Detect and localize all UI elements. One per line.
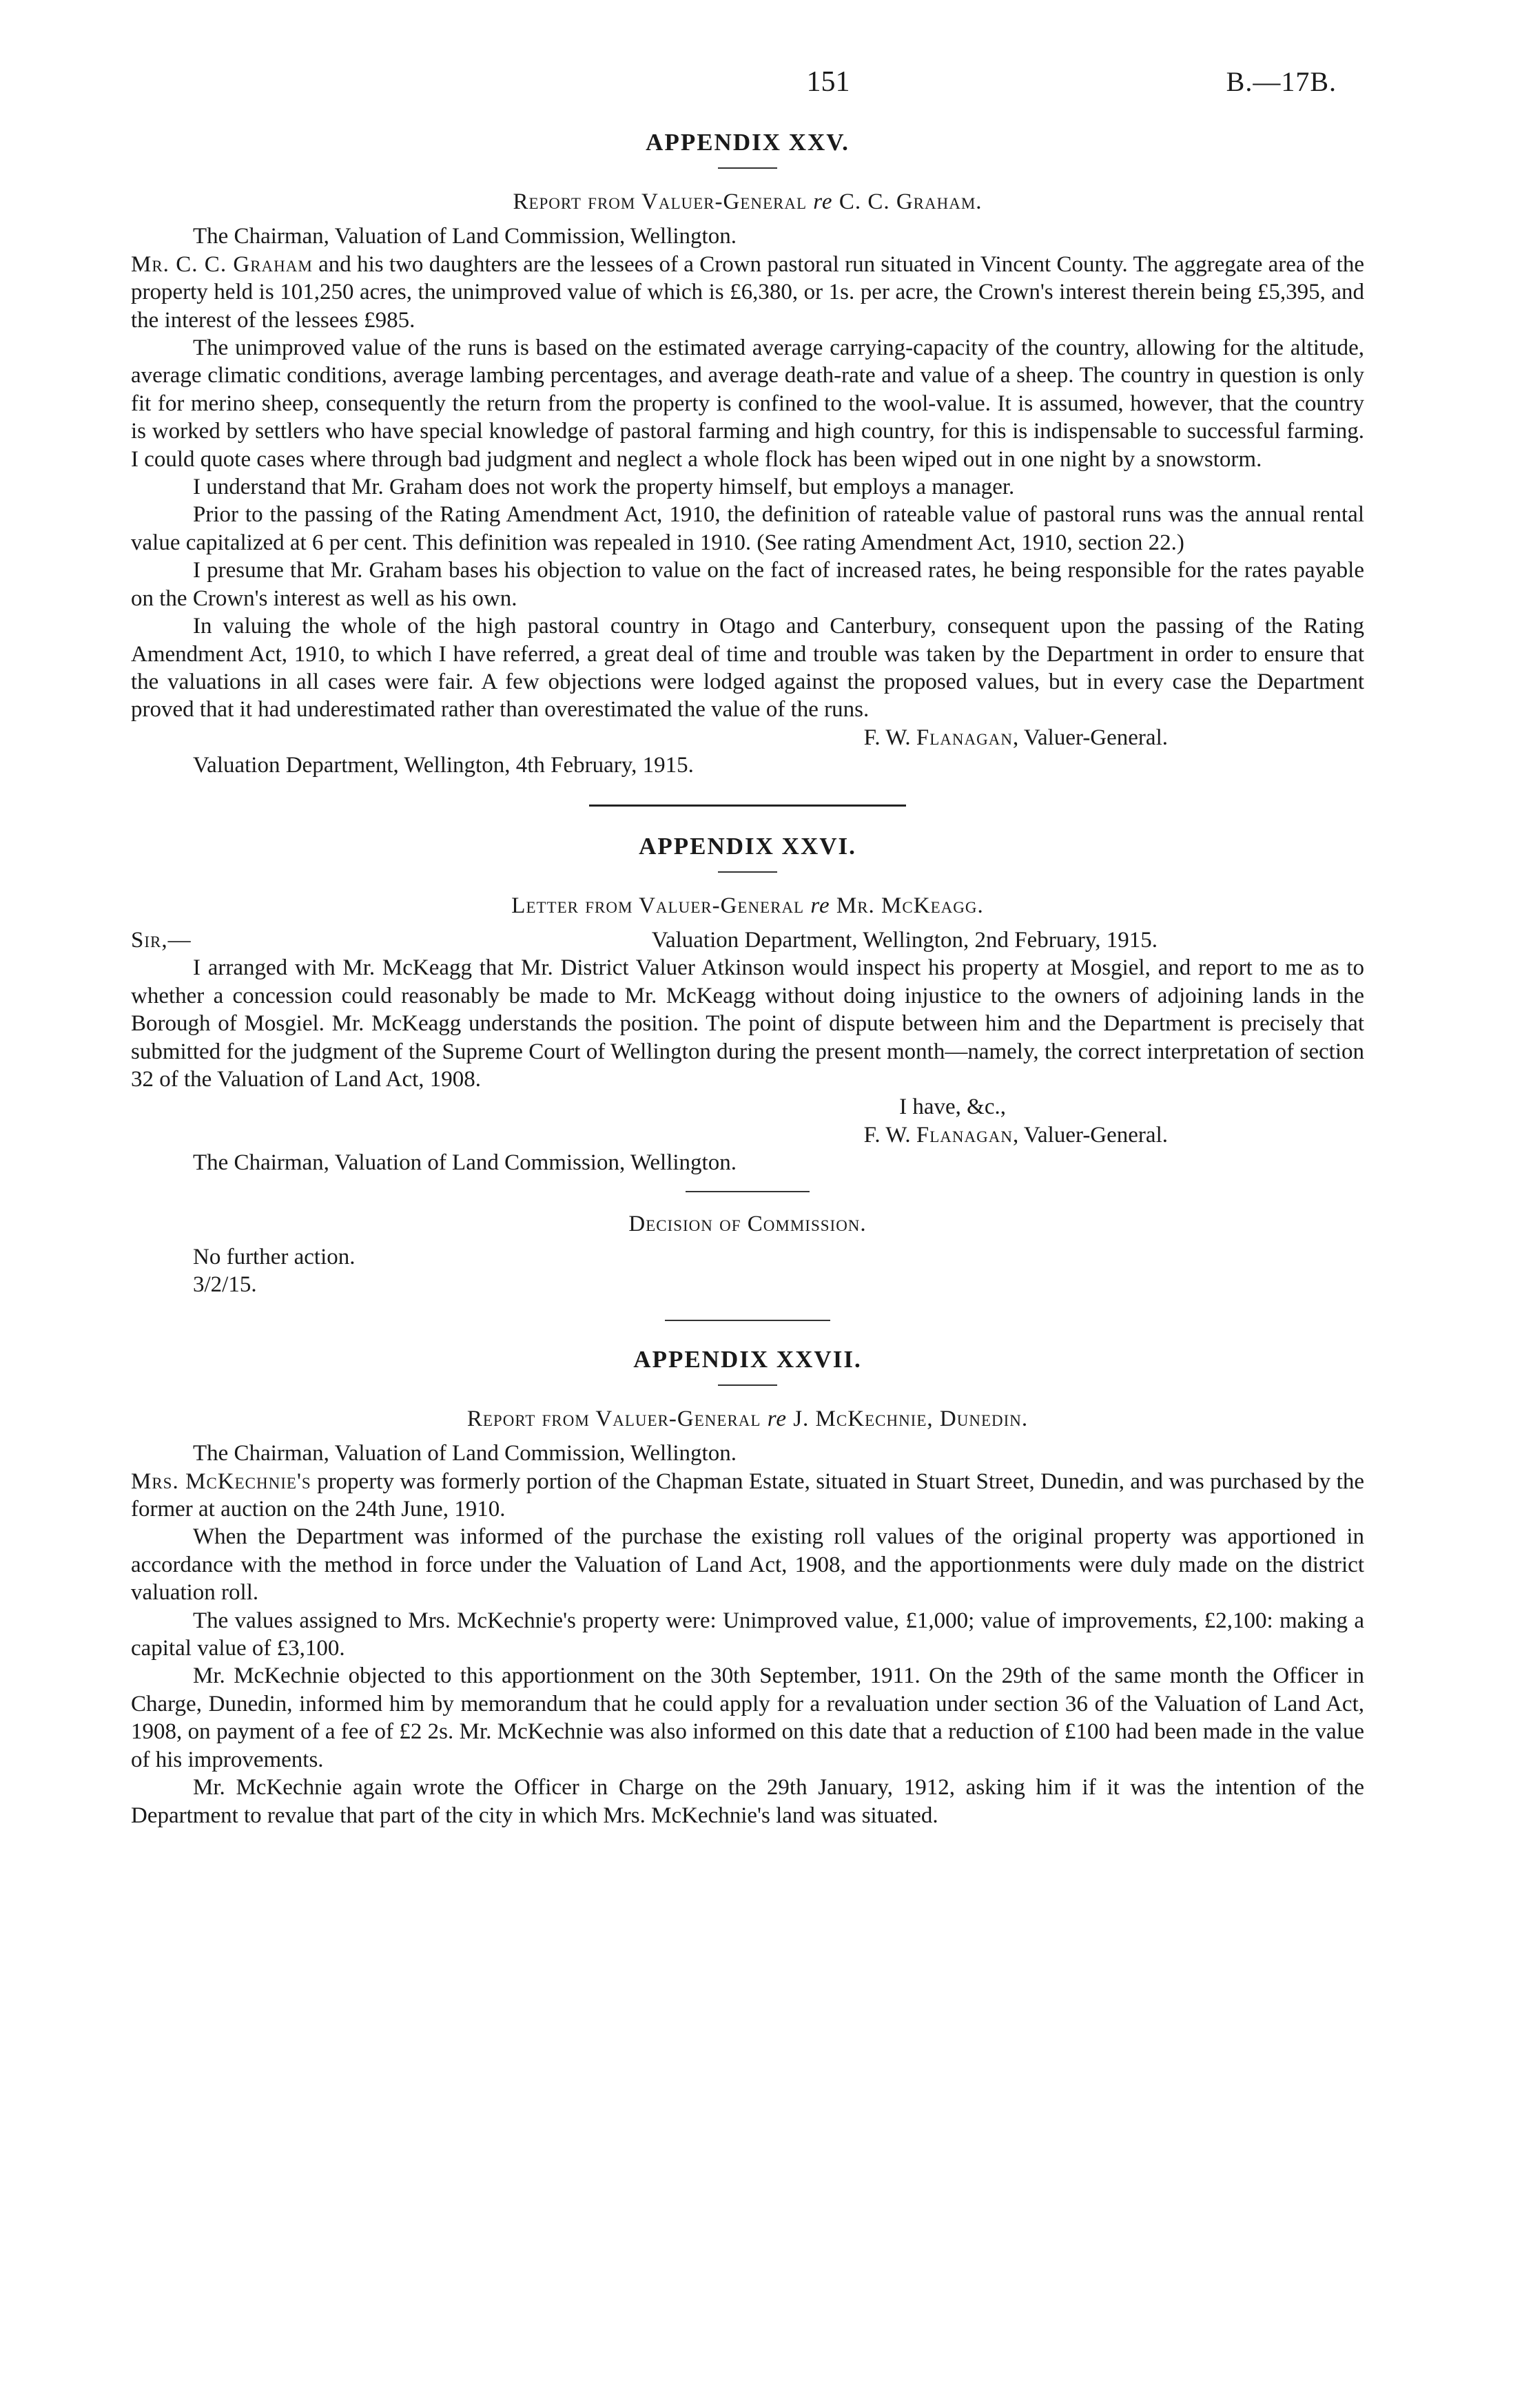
appendix-subtitle bbox=[131, 892, 1364, 920]
paragraph-text: property was formerly portion of the Chapman Estate, situated in Stuart Street, Dunedin, and was purchased by the former at auction on the 24th June, 1910. bbox=[131, 1468, 1364, 1522]
subtitle-prefix: Report from Valuer-General bbox=[466, 1406, 761, 1431]
addressee: The Chairman, Valuation of Land Commission, Wellington. bbox=[193, 224, 737, 249]
section-divider bbox=[589, 805, 906, 807]
appendix-title: APPENDIX XXV. bbox=[646, 129, 850, 156]
subtitle-re: re bbox=[813, 189, 833, 214]
divider bbox=[686, 1191, 810, 1192]
subtitle-prefix: Report from Valuer-General bbox=[513, 189, 808, 214]
appendix-title: APPENDIX XXVI. bbox=[639, 832, 856, 860]
signature-title: , Valuer-General. bbox=[1012, 725, 1168, 750]
decision-text: No further action. bbox=[193, 1245, 356, 1269]
signature bbox=[131, 1121, 1364, 1149]
address-line: Valuation Department, Wellington, 2nd February, 1915. bbox=[651, 927, 1158, 953]
subtitle-name: Mr. McKeagg. bbox=[836, 893, 984, 918]
page-code: B.—17B. bbox=[1226, 66, 1337, 97]
paragraph-lead: Mrs. McKechnie's bbox=[131, 1468, 311, 1494]
dateline: Valuation Department, Wellington, 4th February, 1915. bbox=[193, 753, 694, 778]
subtitle-name: J. McKechnie, Dunedin. bbox=[793, 1406, 1029, 1431]
closing: I have, &c., bbox=[899, 1094, 1006, 1120]
paragraph: In valuing the whole of the high pastoral country in Otago and Canterbury, consequent upon the passing of the Rating Amendment Act, 1910, to which I have referred, a great deal of time and trouble was taken by the Department in order to ensure that the valuations in all cases were fair. A few objections were lodged against the proposed values, but in every case the Department proved that it had underestimated rather than overestimated the value of the runs. bbox=[131, 614, 1364, 723]
page-header bbox=[131, 65, 1364, 107]
signature-name: Flanagan bbox=[916, 725, 1013, 750]
subtitle-re: re bbox=[767, 1406, 787, 1431]
salutation-row bbox=[131, 926, 1364, 954]
paragraph: The unimproved value of the runs is based on the estimated average carrying-capacity of the country, allowing for the altitude, average climatic conditions, average lambing percentages, and average death-rate and value of a sheep. The country in question is only fit for merino sheep, consequently the return from the property is confined to the wool-value. It is assumed, however, that the country is worked by settlers who have special knowledge of pastoral farming and high country, for this is indispensable to successful farming. I could quote cases where through bad judgment and neglect a whole flock has been wiped out in one night by a snowstorm. bbox=[131, 335, 1364, 472]
signature-initials: F. W. bbox=[863, 725, 916, 750]
paragraph: Mr. McKechnie again wrote the Officer in Charge on the 29th January, 1912, asking him if it was the intention of the Department to revalue that part of the city in which Mrs. McKechnie's land was situated. bbox=[131, 1775, 1364, 1828]
subtitle-re: re bbox=[810, 893, 830, 918]
addressee: The Chairman, Valuation of Land Commission, Wellington. bbox=[193, 1150, 737, 1176]
appendix-25 bbox=[131, 127, 1364, 780]
divider bbox=[718, 167, 777, 169]
appendix-subtitle bbox=[131, 188, 1364, 216]
page-body bbox=[131, 127, 1364, 1829]
paragraph: I arranged with Mr. McKeagg that Mr. District Valuer Atkinson would inspect his property at Mosgiel, and report to me as to whether a concession could reasonably be made to Mr. McKeagg without doing injustice to the owners of adjoining lands in the Borough of Mosgiel. Mr. McKeagg understands the position. The point of dispute between him and the Department is precisely that submitted for the judgment of the Supreme Court of Wellington during the present month—namely, the correct interpretation of section 32 of the Valuation of Land Act, 1908. bbox=[131, 955, 1364, 1092]
appendix-27 bbox=[131, 1345, 1364, 1829]
subtitle-name: C. C. Graham. bbox=[839, 189, 983, 214]
paragraph-text: and his two daughters are the lessees of a Crown pastoral run situated in Vincent County. The aggregate area of the property held is 101,250 acres, the unimproved value of which is £6,380, or 1s. per acre, the Crown's interest therein being £5,395, and the interest of the lessees £985. bbox=[131, 251, 1364, 333]
paragraph: I presume that Mr. Graham bases his objection to value on the fact of increased rates, he being responsible for the rates payable on the Crown's interest as well as his own. bbox=[131, 558, 1364, 611]
appendix-26 bbox=[131, 831, 1364, 1299]
decision-date: 3/2/15. bbox=[193, 1272, 257, 1298]
paragraph-lead: Mr. C. C. Graham bbox=[131, 251, 313, 277]
signature-initials: F. W. bbox=[863, 1122, 916, 1148]
paragraph: Prior to the passing of the Rating Amendment Act, 1910, the definition of rateable value of pastoral runs was the annual rental value capitalized at 6 per cent. This definition was repealed in 1910. (See rating Amendment Act, 1910, section 22.) bbox=[131, 502, 1364, 555]
divider bbox=[718, 871, 777, 873]
divider bbox=[718, 1384, 777, 1386]
subtitle-prefix: Letter from Valuer-General bbox=[511, 893, 805, 918]
paragraph: The values assigned to Mrs. McKechnie's property were: Unimproved value, £1,000; value of improvements, £2,100: making a capital value of £3,100. bbox=[131, 1608, 1364, 1661]
salutation: Sir,— bbox=[131, 927, 192, 953]
signature-title: , Valuer-General. bbox=[1012, 1122, 1168, 1148]
paragraph: I understand that Mr. Graham does not work the property himself, but employs a manager. bbox=[193, 475, 1015, 500]
section-divider bbox=[665, 1320, 830, 1321]
paragraph bbox=[131, 251, 1364, 334]
signature-name: Flanagan bbox=[916, 1122, 1013, 1148]
appendix-title: APPENDIX XXVII. bbox=[633, 1345, 862, 1373]
addressee: The Chairman, Valuation of Land Commission, Wellington. bbox=[193, 1441, 737, 1466]
paragraph: Mr. McKechnie objected to this apportionment on the 30th September, 1911. On the 29th of the same month the Officer in Charge, Dunedin, informed him by memorandum that he could apply for a revaluation under section 36 of the Valuation of Land Act, 1908, on payment of a fee of £2 2s. Mr. McKechnie was also informed on this date that a reduction of £100 had been made in the value of his improvements. bbox=[131, 1663, 1364, 1772]
decision-heading: Decision of Commission. bbox=[628, 1211, 867, 1236]
signature bbox=[131, 724, 1364, 751]
paragraph: When the Department was informed of the purchase the existing roll values of the original property was apportioned in accordance with the method in force under the Valuation of Land Act, 1908, and the apportionments were duly made on the district valuation roll. bbox=[131, 1524, 1364, 1606]
page-number: 151 bbox=[806, 66, 850, 98]
paragraph bbox=[131, 1468, 1364, 1524]
appendix-subtitle bbox=[131, 1405, 1364, 1433]
